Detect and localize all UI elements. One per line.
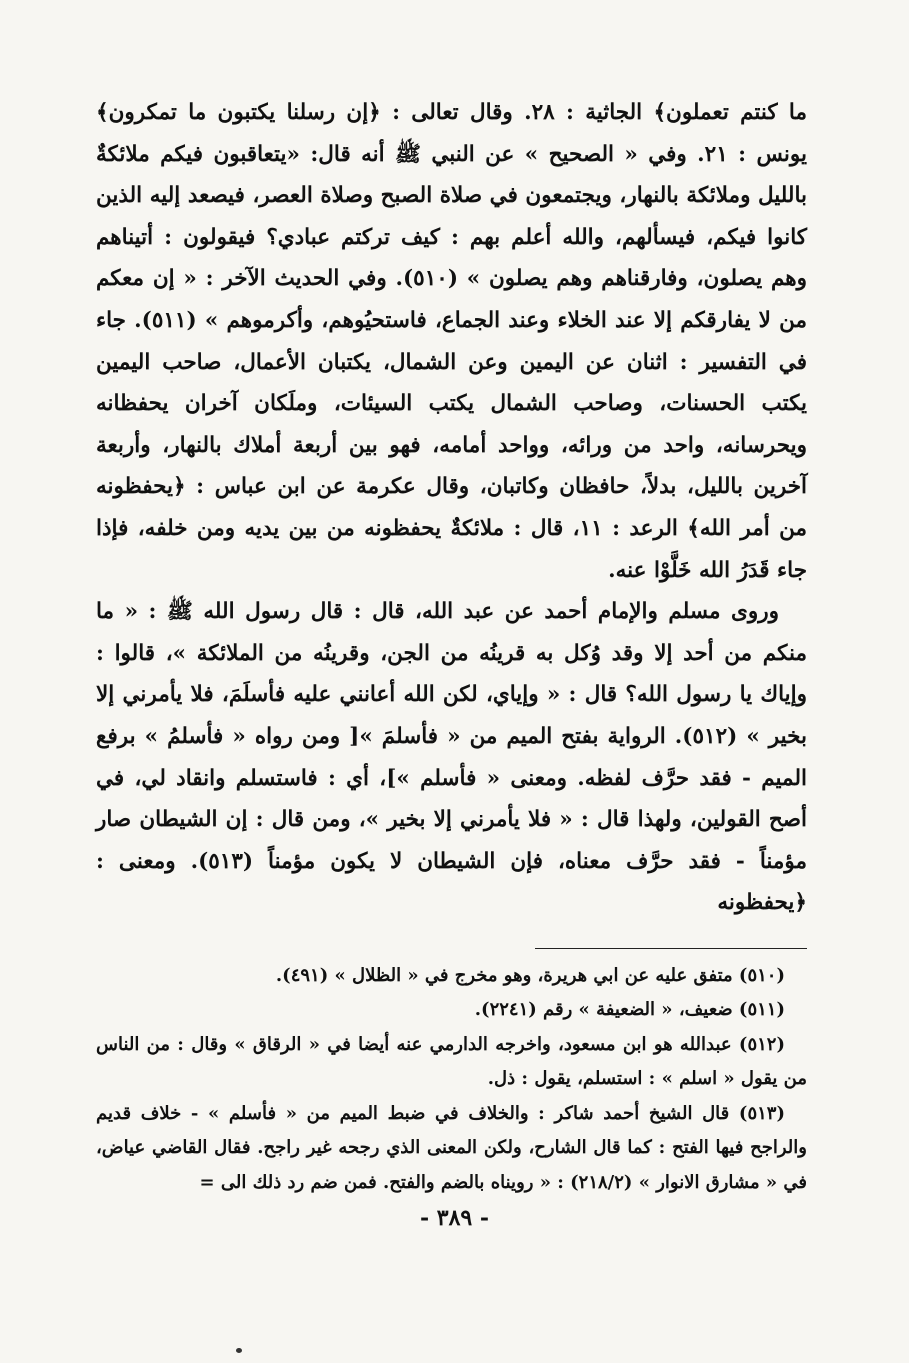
- footnote-510: (٥١٠) متفق عليه عن ابي هريرة، وهو مخرج في « الظلال » (٤٩١).: [275, 964, 785, 986]
- paragraph-1: ما كنتم تعملون﴾ الجاثية : ٢٨. وقال تعالى : ﴿إن رسلنا يكتبون ما تمكرون﴾ يونس : ٢١. وفي « الصحيح » عن النبي ﷺ أنه قال: «يتعاقبون فيكم ملائكةٌ بالليل وملائكة بالنهار، ويجتمعون في صلاة الصبح وصلاة العصر، فيصعد إليه الذين كانوا فيكم، فيسألهم، والله أعلم بهم : كيف تركتم عبادي؟ فيقولون : أتيناهم وهم يصلون، وفارقناهم وهم يصلون » (٥١٠). وفي الحديث الآخر : « إن معكم من لا يفارقكم إلا عند الخلاء وعند الجماع، فاستحيُوهم، وأكرموهم » (٥١١). جاء في التفسير : اثنان عن اليمين وعن الشمال، يكتبان الأعمال، صاحب اليمين يكتب الحسنات، وصاحب الشمال يكتب السيئات، وملَكان آخران يحفظانه ويحرسانه، واحد من ورائه، وواحد أمامه، فهو بين أربعة أملاك بالنهار، وأربعة آخرين بالليل، بدلاً، حافظان وكاتبان، وقال عكرمة عن ابن عباس : ﴿يحفظونه من أمر الله﴾ الرعد : ١١، قال : ملائكةٌ يحفظونه من بين يديه ومن خلفه، فإذا جاء قَدَرُ الله خَلَّوْا عنه.: [96, 100, 808, 583]
- main-text: [96, 92, 807, 924]
- paragraph-2: وروى مسلم والإمام أحمد عن عبد الله، قال : قال رسول الله ﷺ : « ما منكم من أحد إلا وقد وُكل به قرينُه من الجن، وقرينُه من الملائكة »، قالوا : وإياك يا رسول الله؟ قال : « وإياي، لكن الله أعانني عليه فأسلَمَ، فلا يأمرني إلا بخير » (٥١٢). الرواية بفتح الميم من « فأسلمَ »[ ومن رواه « فأسلمُ » برفع الميم - فقد حرَّف لفظه. ومعنى « فأسلم »]، أي : فاستسلم وانقاد لي، في أصح القولين، ولهذا قال : « فلا يأمرني إلا بخير »، ومن قال : إن الشيطان صار مؤمناً - فقد حرَّف معناه، فإن الشيطان لا يكون مؤمناً (٥١٣). ومعنى : ﴿يحفظونه: [96, 599, 808, 916]
- footnote-separator: [535, 948, 807, 949]
- page-number: - ٣٨٩ -: [419, 1205, 490, 1231]
- footnote-512: (٥١٢) عبدالله هو ابن مسعود، واخرجه الدارمي عنه أيضا في « الرقاق » وقال : من الناس من يقول « اسلم » : استسلم، يقول : ذل.: [96, 1033, 807, 1090]
- footnote-511: (٥١١) ضعيف، « الضعيفة » رقم (٢٢٤١).: [474, 999, 785, 1021]
- footnotes: [96, 959, 807, 1201]
- scan-speck: [236, 1348, 242, 1353]
- footnote-513: (٥١٣) قال الشيخ أحمد شاكر : والخلاف في ضبط الميم من « فأسلم » - خلاف قديم والراجح فيها الفتح : كما قال الشارح، ولكن المعنى الذي رجحه غير راجح. فقال القاضي عياض، في « مشارق الانوار » (٢١٨/٢) : « رويناه بالضم والفتح. فمن ضم رد ذلك الى =: [96, 1102, 807, 1193]
